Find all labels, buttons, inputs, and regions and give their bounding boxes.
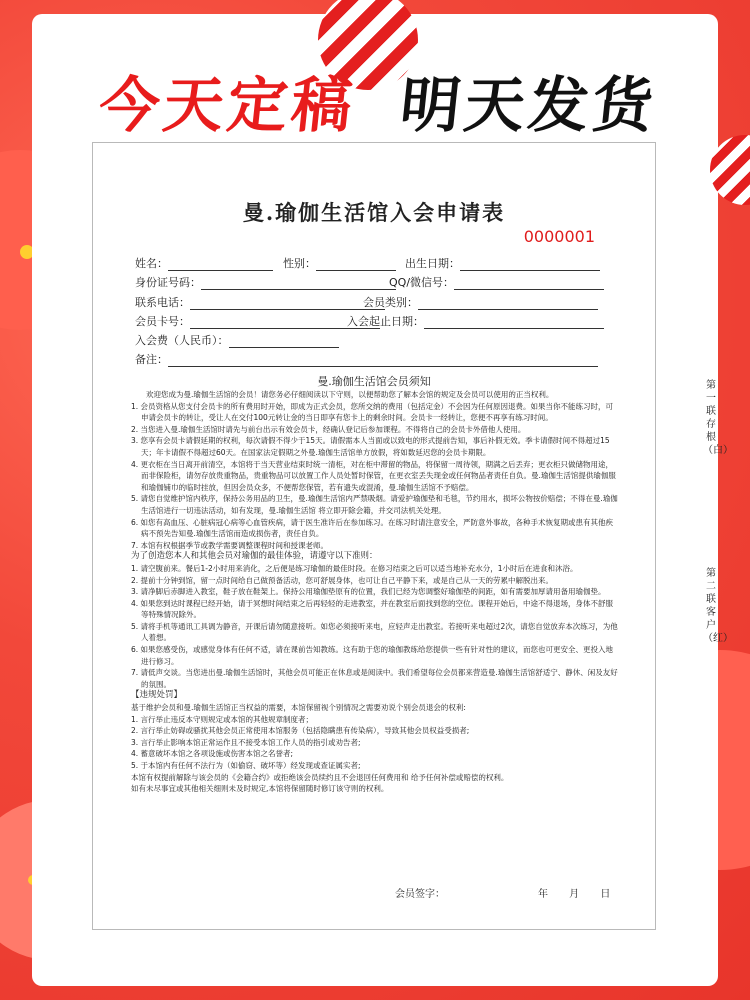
notice-paragraph: 2. 提前十分钟到馆，留一点时间给自己做预备活动，您可舒展身体，也可让自己平静下来，或是自己从一天的劳累中解脱出来。 [131,575,554,585]
field-qq[interactable] [454,278,604,290]
notice-paragraph: 基于维护会员和曼.瑜伽生活馆正当权益的需要，本馆保留视个别情况之需要劝说个别会员退会的权利: [131,703,466,713]
notice-paragraph: 欢迎您成为曼.瑜伽生活馆的会员！请您务必仔细阅读以下守则，以便帮助您了解本会馆的规定及会员可以使用的正当权利。 [146,390,554,399]
notice-paragraph: 5. 于本馆内有任何不法行为（如偷窃、破坏等）经发现或查证属实者; [131,761,361,770]
field-phone[interactable] [190,298,385,310]
notice-paragraph: 2. 言行举止妨碍或骚扰其他会员正常使用本馆服务（包括隐瞒患有传染病），导致其他会员权益受损者; [131,726,470,736]
row-id [135,274,396,290]
headline-part1: 今天定稿 [95,71,360,141]
field-name[interactable] [168,259,273,271]
field-birth[interactable] [460,259,600,271]
notice-paragraph: 1. 会员资格从您支付会员卡的所有费用时开始，即成为正式会员，您所交纳的费用（包括定金）不会因为任何原因退费。如果当你不能练习时，可申请会员卡的转让，受让人在交付100元转让金的当日即享有您卡上的剩余时间。会员卡一经转让，您便不再享有练习时间。 [131,401,614,423]
notice-paragraph: 5. 请将手机等通讯工具调为静音，开课后请勿随意接听。如您必须接听来电，应轻声走出教室。若接听来电超过2次，请您自觉放弃本次练习，为他人着想。 [131,621,618,643]
row-phone [135,294,385,310]
notice-paragraph: 3. 请净脚后赤脚进入教室，鞋子放在鞋架上。保持公用瑜伽垫原有的位置，我们已经为您调整好瑜伽垫的间距，如有需要加厚请用备用瑜伽垫。 [131,587,606,597]
membership-form [92,142,733,930]
row-remark [135,351,598,367]
headline-part2: 明天发货 [396,71,661,141]
row-gender [283,255,396,271]
label-gender: 性别： [283,257,316,270]
notice-title: 曼.瑜伽生活馆会员须知 [317,375,431,388]
notice-paragraph: 本馆有权提前解除与该会员的《会籍合约》或拒绝该会员续约且不会退回任何费用和 给予任何补偿或赔偿的权利。 [131,772,509,782]
label-remark: 备注： [135,353,168,366]
notice-paragraph: 【违规处罚】 [131,690,183,701]
label-qq: QQ/微信号： [389,276,455,289]
notice-paragraph: 1. 请空腹前来。餐后1-2小时用来消化，之后便是练习瑜伽的最佳时段。在修习结束之后可以适当地补充水分，1小时后在进食和沐浴。 [131,563,578,573]
field-id[interactable] [201,278,396,290]
label-birth: 出生日期： [405,257,460,270]
row-qq [389,274,604,290]
field-start-date[interactable] [424,317,604,329]
notice-paragraph: 6. 如果您感受伤，或感觉身体有任何不适，请在课前告知教练。这有助于您的瑜伽教练给您提供一些有针对性的建议，而您也可更安全、更投入地进行修习。 [131,645,614,666]
notice-paragraph: 7. 本馆有权根据季节或教学需要调整课程时间和授课老师。 [131,540,329,550]
field-member-type[interactable] [418,298,598,310]
date-label: 年 月 日 [538,889,611,900]
field-fee[interactable] [229,336,339,348]
notice-paragraph: 1. 言行举止违反本守则规定或本馆的其他规章制度者； [131,714,314,724]
serial-number: 0000001 [523,227,595,246]
notice-paragraph: 为了创造您本人和其他会员对瑜伽的最佳体验，请遵守以下准则： [131,551,378,562]
form-title: 曼.瑜伽生活馆入会申请表 [242,200,506,225]
notice-paragraph: 4. 蓄意破坏本馆之各项设施或伤害本馆之名誉者; [131,749,294,759]
notice-paragraph: 3. 言行举止影响本馆正常运作且不接受本馆工作人员的指引或劝告者; [131,737,361,747]
notice-text [131,389,619,795]
headline [95,58,661,144]
notice-paragraph: 6. 如您有高血压、心脏病冠心病等心血管疾病，请于医生准许后在参加练习。在练习时请注意安全，严防意外事故，各种手术恢复期或患有其他疾病不预先告知曼.瑜伽生活馆而造成损伤者，责任自负。 [131,517,614,539]
row-birth [405,255,600,271]
notice-paragraph: 如有未尽事宜或其他相关细则未及时规定,本馆将保留随时修订该守则的权利。 [131,784,389,794]
label-member-type: 会员类别： [363,296,418,309]
row-start-date [347,313,604,329]
label-card-no: 会员卡号： [135,315,190,328]
side-label-client: 第二联客户（红） [703,568,733,644]
label-start-date: 入会起止日期： [347,315,424,328]
notice-paragraph: 2. 当您进入曼.瑜伽生活馆时请先与前台出示有效会员卡，经确认登记后参加课程。不得将自己的会员卡外借他人使用。 [131,424,526,434]
field-remark[interactable] [168,355,598,367]
label-phone: 联系电话： [135,296,190,309]
notice-paragraph: 4. 如果您到达时课程已经开始，请于冥想时间结束之后再轻轻的走进教室，并在教室后面找到您的空位。课程开始后，中途不得退场，身体不舒服等特殊情况除外。 [131,598,614,620]
field-gender[interactable] [316,259,396,271]
row-fee [135,332,339,348]
notice-paragraph: 4. 更衣柜在当日离开前清空，本馆将于当天营业结束时统一清柜，对在柜中滞留的物品，将保留一周待领，期满之后丢弃；更衣柜只做储物用途，而非保险柜，请勿存放贵重物品，贵重物品可以放置工作人员处暂时保管，在更衣室丢失现金或任何物品者责任自负。曼.瑜伽生活馆提供瑜伽服和瑜伽铺巾的临时挂放，但因会员众多，不便帮您保管，若有遗失或混淆，曼.瑜伽生活馆不予赔偿。 [131,459,616,492]
label-name: 姓名： [135,257,168,270]
label-fee: 入会费（人民币）： [135,334,229,347]
row-card-no [135,313,380,329]
side-label-stub: 第一联存根（白） [703,380,733,456]
row-member-type [363,294,598,310]
notice-paragraph: 3. 您享有会员卡请假延期的权利，每次请假不得少于15天。请假需本人当面或以致电的形式提前告知，事后补假无效。季卡请假时间不得超过15天；年卡请假不得超过60天。在国家法定假期之外曼.瑜伽生活馆单方放假，将如数延迟您的会员卡期限。 [131,436,610,457]
signature-label: 会员签字： [395,889,445,900]
label-id: 身份证号码： [135,276,201,289]
notice-paragraph: 5. 请您自觉维护馆内秩序，保持公务用品的卫生，曼.瑜伽生活馆内严禁吸烟。请爱护瑜伽垫和毛毯，节约用水，损坏公物按价赔偿；不得在曼.瑜伽生活馆进行一切违法活动，如有发现，曼.瑜伽生活馆 将立即开除会籍，并交司法机关处理。 [131,494,618,515]
notice-paragraph: 7. 请低声交谈。当您进出曼.瑜伽生活馆时，其他会员可能正在休息或是阅读中。我们希望每位会员都来营造曼.瑜伽生活馆舒适宁、静休、闲及友好的氛围。 [131,668,618,689]
row-name [135,255,273,271]
